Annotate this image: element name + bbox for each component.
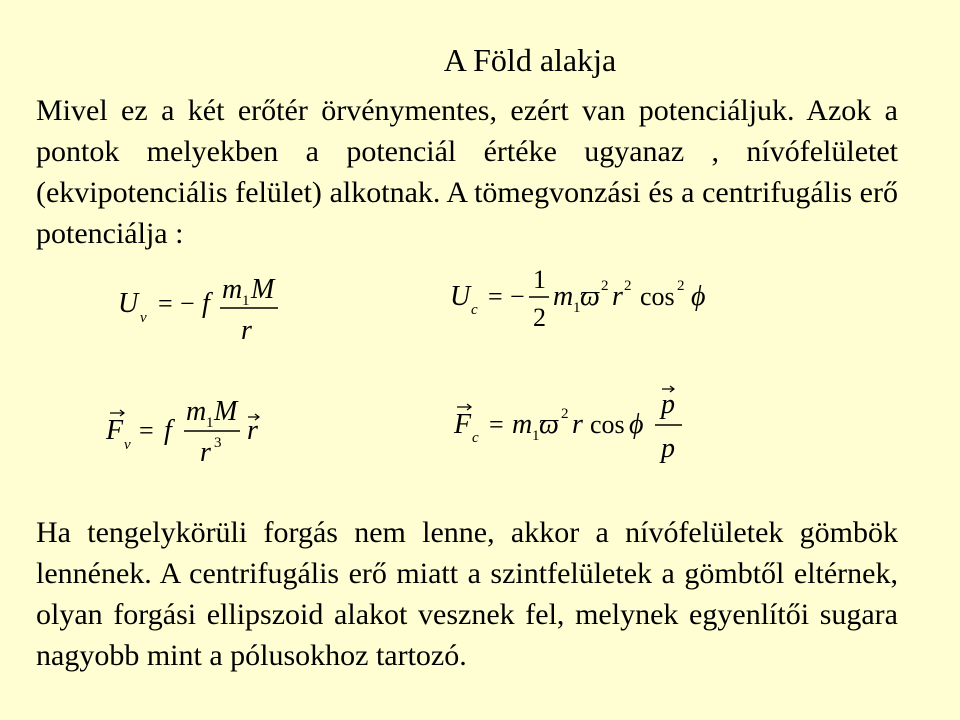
uc-phi: ϕ xyxy=(691,281,706,312)
formula-block xyxy=(0,255,960,485)
uc-symbol: U xyxy=(450,281,471,312)
formula-centrifugal-force xyxy=(453,386,682,464)
uv-minus: − xyxy=(180,289,195,318)
fc-subscript: c xyxy=(472,430,479,446)
fv-numerator-M: M xyxy=(214,396,238,427)
formula-gravitational-potential xyxy=(118,274,278,346)
fv-vector-r: r xyxy=(247,415,258,446)
formula-gravitational-force xyxy=(105,396,259,468)
uc-m-sub: 1 xyxy=(573,300,581,316)
fc-r: r xyxy=(572,409,583,440)
uc-minus: − xyxy=(510,282,525,311)
fv-equals: = xyxy=(139,416,154,445)
fv-symbol: F xyxy=(106,415,124,446)
uv-denominator: r xyxy=(241,315,252,346)
fc-phi: ϕ xyxy=(629,409,644,440)
uv-subscript: v xyxy=(140,310,147,326)
uv-symbol: U xyxy=(118,288,139,319)
formula-centrifugal-potential xyxy=(450,265,706,332)
fc-m: m xyxy=(512,409,533,440)
uv-numerator-sub: 1 xyxy=(242,293,250,309)
fv-denominator-exp: 3 xyxy=(214,435,222,451)
uv-equals: = xyxy=(158,289,173,318)
uc-fraction-denominator: 2 xyxy=(533,303,546,332)
uc-r: r xyxy=(612,281,623,312)
intro-paragraph: Mivel ez a két erőtér örvénymentes, ezért van potenciáljuk. Azok a pontok melyekben a potenciál értéke ugyanaz , nívófelületet (ekvipotenciális felület) alkotnak. A tömegvonzási és a centrifugális erő potenciálja : xyxy=(36,94,898,250)
fc-cos: cos xyxy=(590,410,625,439)
fv-numerator-sub: 1 xyxy=(206,415,214,431)
conclusion-paragraph: Ha tengelykörüli forgás nem lenne, akkor a nívófelületek gömbök lennének. A centrifugális erő miatt a szintfelületek a gömbtől eltérnek, olyan forgási ellipszoid alakot vesznek fel, melynek egyenlítői sugara nagyobb mint a pólusokhoz tartozó. xyxy=(36,516,898,672)
fv-numerator-m: m xyxy=(186,396,207,427)
uc-subscript: c xyxy=(471,302,478,318)
uv-numerator-m: m xyxy=(222,274,243,305)
fv-coefficient: f xyxy=(164,415,172,446)
uc-r-exp: 2 xyxy=(624,278,632,294)
uc-equals: = xyxy=(488,282,503,311)
fc-symbol: F xyxy=(454,409,472,440)
fc-equals: = xyxy=(489,410,504,439)
uc-cos: cos xyxy=(640,282,675,311)
uc-cos-exp: 2 xyxy=(677,278,685,294)
fc-omega: ϖ xyxy=(539,409,559,440)
uv-numerator-M: M xyxy=(251,274,275,305)
fc-numerator-p: p xyxy=(661,389,675,420)
uv-coefficient: f xyxy=(202,288,210,319)
fv-denominator-r: r xyxy=(200,437,211,468)
fc-denominator-p: p xyxy=(661,433,675,464)
slide-title: A Föld alakja xyxy=(443,42,617,78)
uc-omega: ϖ xyxy=(580,281,600,312)
fc-m-sub: 1 xyxy=(532,428,540,444)
fc-omega-exp: 2 xyxy=(561,406,569,422)
uc-fraction-numerator: 1 xyxy=(533,265,546,294)
uc-m: m xyxy=(553,281,574,312)
fv-subscript: v xyxy=(124,437,131,453)
uc-omega-exp: 2 xyxy=(601,278,609,294)
